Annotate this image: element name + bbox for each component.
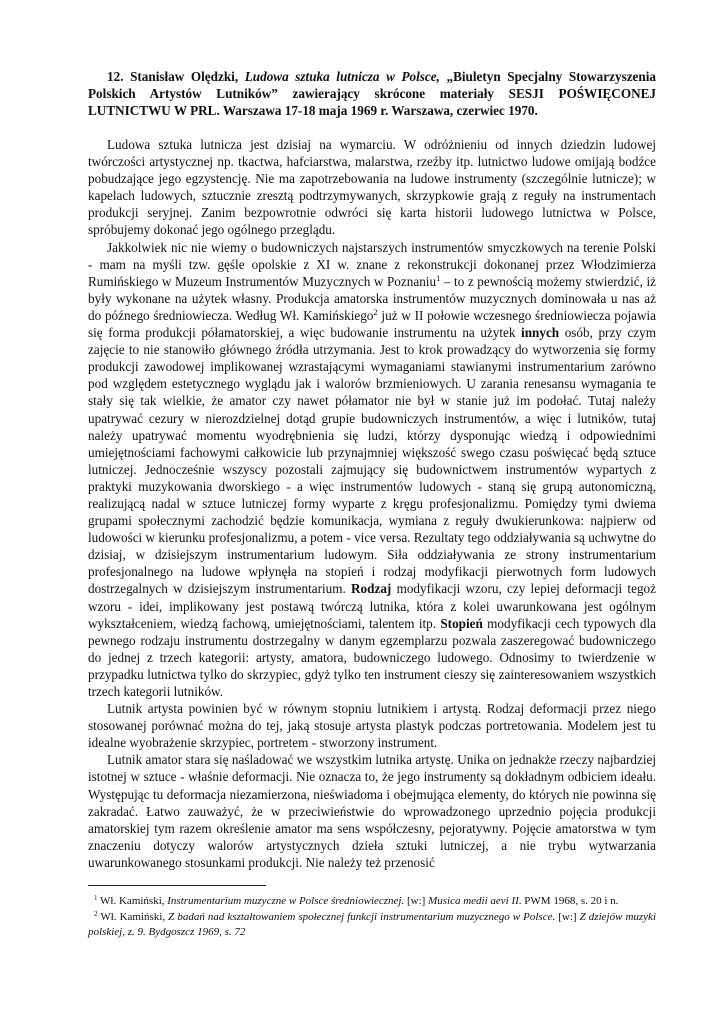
entry-author: Stanisław Olędzki, <box>130 69 239 84</box>
emphasis-stopien: Stopień <box>440 615 483 631</box>
bibliographic-heading <box>88 68 656 119</box>
footnote-separator <box>88 885 266 886</box>
entry-title: Ludowa sztuka lutnicza w Polsce, <box>244 69 440 84</box>
footnote-ref-2[interactable]: 2 <box>373 306 378 317</box>
paragraph-1: Ludowa sztuka lutnicza jest dzisiaj na wymarciu. W odróżnieniu od innych dziedzin ludowej twórczości artystycznej np. tkactwa, hafciarstwa, malarstwa, rzeźby itp. lutnictwo ludowe omijają bodźce pobudzające jego egzystencję. Nie ma zapotrzebowania na ludowe instrumenty (szczególnie lutnicze); w kapelach ludowych, sztucznie zresztą podtrzymywanych, skrzypkowie grają z reguły na instrumentach produkcji seryjnej. Zanim bezpowrotnie odwróci się karta historii ludowego lutnictwa w Polsce, spróbujemy dokonać jego ogólnego przeglądu. <box>88 137 656 238</box>
emphasis-innych: innych <box>521 325 560 341</box>
footnote-mark-1: 1 <box>94 894 98 902</box>
page-body <box>88 68 656 871</box>
footnote-2: $^2$ Wł. Kamiński, Z badań nad kształtowaniem społecznej funkcji instrumentarium muzycznego w Polsce. [w:] Z dziejów muzyki polskiej, z. 9. Bydgoszcz 1969, s. 72 <box>88 909 656 938</box>
footnote-ref-1[interactable]: 1 <box>436 272 441 283</box>
footnotes <box>88 894 656 941</box>
paragraph-3: Lutnik artysta powinien być w równym stopniu lutnikiem i artystą. Rodzaj deformacji przez niego stosowanej porównać można do tej, jaką stosuje artysta plastyk podczas portretowania. Modelem jest tu idealne wyobrażenie skrzypiec, portretem - stworzony instrument. <box>88 701 656 751</box>
footnote-1: $^1$ Wł. Kamiński, Instrumentarium muzyczne w Polsce średniowiecznej. [w:] Musica medii aevi II. PWM 1968, s. 20 i n. <box>94 894 619 907</box>
emphasis-rodzaj: Rodzaj <box>351 581 392 597</box>
paragraph-4: Lutnik amator stara się naśladować we wszystkim lutnika artystę. Unika on jednakże rzeczy najbardziej istotnej w sztuce - właśnie deformacji. Nie oznacza to, że jego instrumenty są dokładnym odbiciem ideału. Występując tu deformacja niezamierzona, nieświadoma i obejmująca elementy, do których nie powinna się zakradać. Łatwo zauważyć, że w przeciwieństwie do wprowadzonego uprzednio pojęcia produkcji amatorskiej tym razem określenie amator ma sens współczesny, pejoratywny. Pojęcie amatorstwa w tym znaczeniu dotyczy walorów artystycznych dzieła sztuki lutniczej, a nie trybu wytwarzania uwarunkowanego stosunkami produkcji. Nie należy też przenosić <box>88 752 656 870</box>
entry-number: 12. <box>107 69 124 84</box>
footnote-mark-2: 2 <box>94 909 98 918</box>
paragraph-2: Jakkolwiek nic nie wiemy o budowniczych najstarszych instrumentów smyczkowych na terenie Polski - mam na myśli tzw. gęśle opolskie z XI w. znane z rekonstrukcji dokonanej przez Włodzimierza Rumińskiego w Muzeum Instrumentów Muzycznych w Poznaniu$^1$ – to z pewnością możemy stwierdzić, iż były wykonane na użytek własny. Produkcja amatorska instrumentów muzycznych dominowała u nas aż do późnego średniowiecza. Według Wł. Kamińskiego$^2$ już w II połowie wczesnego średniowiecza pojawia się forma produkcji półamatorskiej, a więc budowanie instrumentu na użytek innych osób, przy czym zajęcie to nie stanowiło głównego źródła utrzymania. Jest to krok prowadzący do wytworzenia się formy produkcji zawodowej implikowanej wzrastającymi wymaganiami stawianymi instrumentarium zarówno pod względem estetycznego wyglądu jak i walorów brzmieniowych. U zarania renesansu wymagania te stały się tak wielkie, że amator czy nawet półamator nie był w stanie już im podołać. Tutaj należy upatrywać cezury w nierozdzielnej dotąd grupie budowniczych instrumentów, a więc i lutników, tutaj należy upatrywać momentu wyodrębnienia się ludzi, którzy dysponując wiedzą i odpowiednimi umiejętnościami fachowymi całkowicie lub przynajmniej większość swego czasu poświęcać będą sztuce lutniczej. Jednocześnie wszyscy pozostali zajmujący się budownictwem instrumentów wypartych z praktyki muzykowania dworskiego - a więc instrumentów ludowych - staną się grupą autonomiczną, realizującą nadal w sztuce lutniczej formy wyparte z kręgu profesjonalizmu. Pomiędzy tymi dwiema grupami społecznymi zachodzić będzie komunikacja, wymiana z reguły dwukierunkowa: najpierw od ludowości w kierunku profesjonalizmu, a potem - vice versa. Rezultaty tego oddziaływania są uchwytne do dzisiaj, w dzisiejszym instrumentarium ludowym. Siła oddziaływania ze strony instrumentarium profesjonalnego na ludowe wpłynęła na stopień i rodzaj modyfikacji pierwotnych form ludowych dostrzegalnych w dzisiejszym instrumentarium. Rodzaj modyfikacji wzoru, czy lepiej deformacji tegoż wzoru - idei, implikowany jest postawą twórczą lutnika, która z kolei uwarunkowana jest ogólnym wykształceniem, wiedzą fachową, umiejętnościami, talentem itp. Stopień modyfikacji cech typowych dla pewnego rodzaju instrumentu dostrzegalny w danym egzemplarzu pozwala zaszeregować budowniczego do jednej z trzech kategorii: artysty, amatora, budowniczego ludowego. Odnosimy to twierdzenie w przypadku lutnictwa tylko do skrzypiec, gdyż tylko ten instrument cieszy się zainteresowaniem wszystkich trzech kategorii lutników. <box>88 239 657 699</box>
entry-source: „Biuletyn Specjalny Stowarzyszenia Polskich Artystów Lutników” zawierający skrócone materiały SESJI POŚWIĘCONEJ LUTNICTWU W PRL. Warszawa 17-18 maja 1969 r. Warszawa, czerwiec 1970. <box>88 69 656 118</box>
